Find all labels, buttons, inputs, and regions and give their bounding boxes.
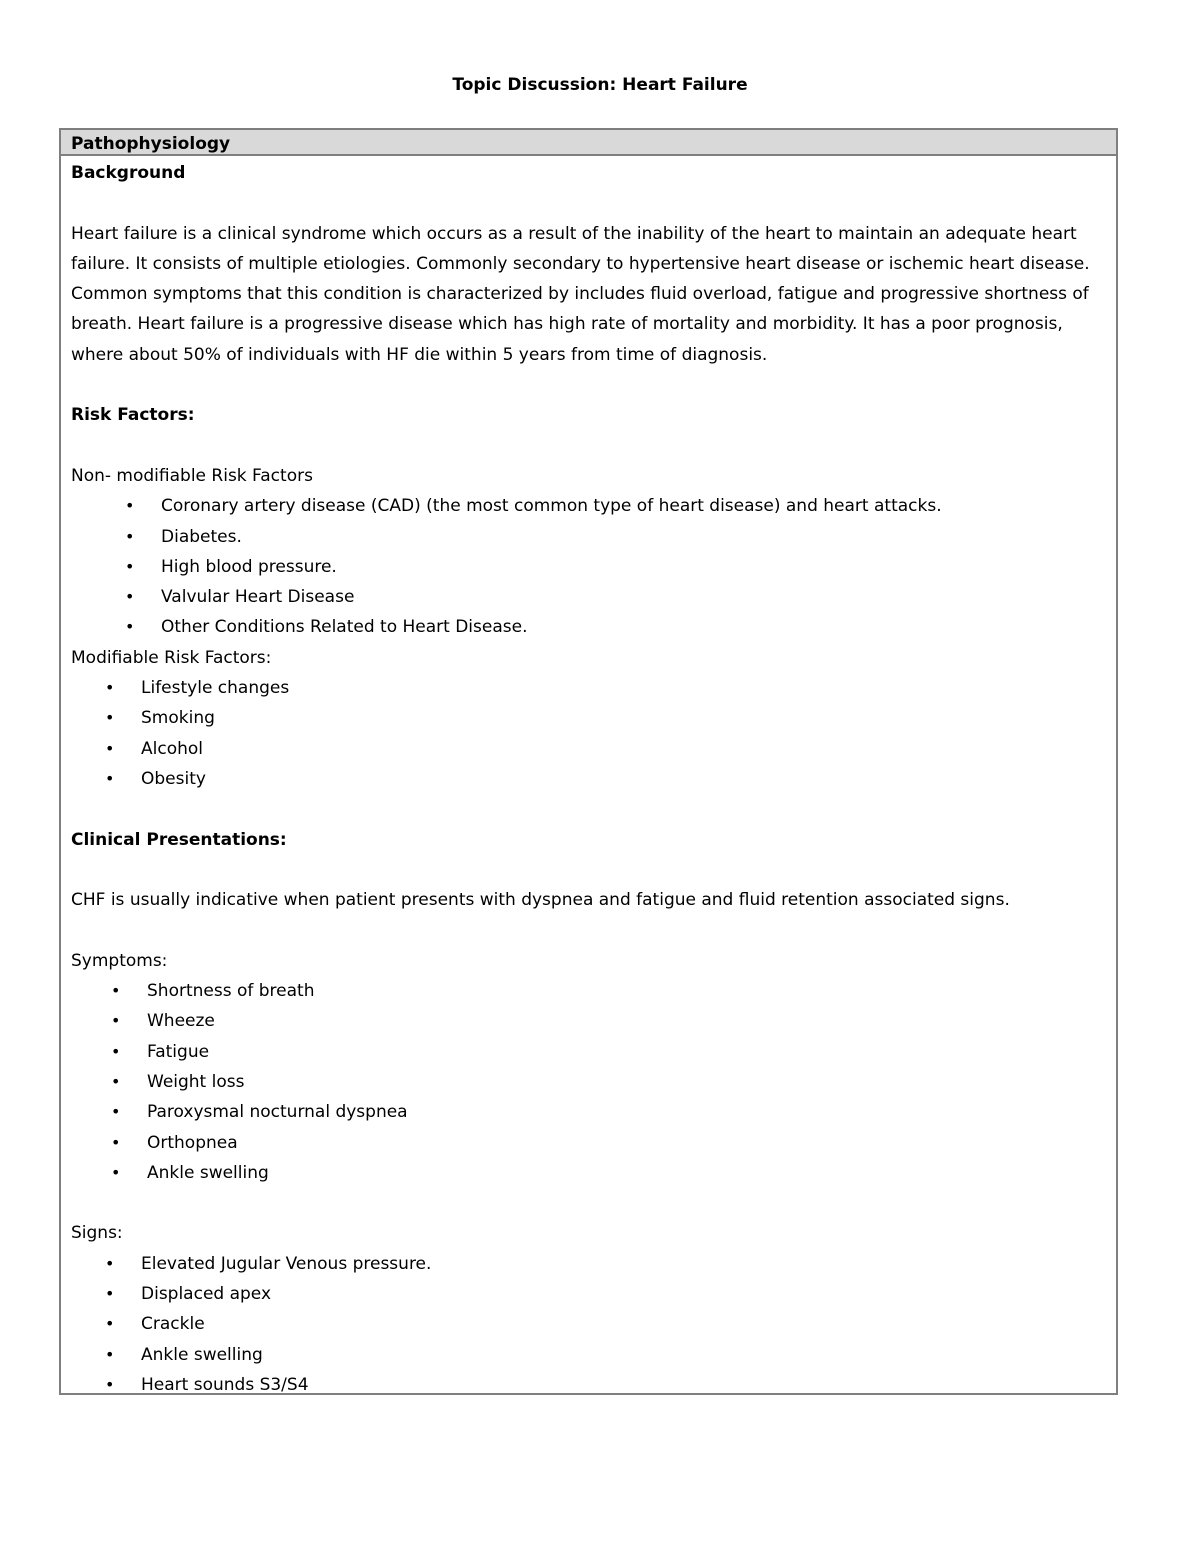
- list-item-text: High blood pressure.: [161, 556, 337, 577]
- list-item: [71, 1097, 1106, 1127]
- list-item: [71, 703, 1106, 733]
- list-item-text: Weight loss: [147, 1071, 245, 1092]
- bullet-icon: •: [105, 768, 115, 788]
- bullet-icon: •: [105, 678, 115, 698]
- list-item-text: Diabetes.: [161, 526, 242, 547]
- bullet-icon: •: [125, 526, 135, 546]
- list-item-text: Other Conditions Related to Heart Disease.: [161, 617, 528, 638]
- symptoms-label: Symptoms:: [71, 950, 168, 971]
- list-item-text: Crackle: [141, 1314, 205, 1335]
- list-item: [71, 491, 1106, 521]
- nonmodifiable-label: Non- modifiable Risk Factors: [71, 465, 313, 486]
- bullet-icon: •: [105, 738, 115, 758]
- list-item: [71, 1370, 1106, 1400]
- section-body: [61, 156, 1116, 1400]
- spacer: [71, 915, 1106, 945]
- spacer: [71, 855, 1106, 885]
- list-item-text: Wheeze: [147, 1011, 215, 1032]
- signs-label: Signs:: [71, 1223, 123, 1244]
- modifiable-label: Modifiable Risk Factors:: [71, 647, 272, 668]
- list-item-text: Orthopnea: [147, 1132, 238, 1153]
- list-item-text: Paroxysmal nocturnal dyspnea: [147, 1102, 408, 1123]
- list-item: [71, 1067, 1106, 1097]
- list-item: [71, 1037, 1106, 1067]
- list-item: [71, 764, 1106, 794]
- list-item-text: Valvular Heart Disease: [161, 587, 355, 608]
- modifiable-list: [71, 673, 1106, 794]
- bullet-icon: •: [111, 1011, 121, 1031]
- bullet-icon: •: [105, 708, 115, 728]
- bullet-icon: •: [125, 587, 135, 607]
- list-item: [71, 1006, 1106, 1036]
- list-item: [71, 976, 1106, 1006]
- spacer: [71, 1188, 1106, 1218]
- list-item: [71, 552, 1106, 582]
- bullet-icon: •: [125, 617, 135, 637]
- spacer: [71, 794, 1106, 824]
- bullet-icon: •: [111, 1071, 121, 1091]
- list-item-text: Smoking: [141, 708, 215, 729]
- list-item-text: Heart sounds S3/S4: [141, 1374, 309, 1395]
- background-paragraph: Heart failure is a clinical syndrome which occurs as a result of the inability of the heart to maintain an adequate heart failure. It consists of multiple etiologies. Commonly secondary to hypertensive heart disease or ischemic heart disease. Common symptoms that this condition is characterized by includes fluid overload, fatigue and progressive shortness of breath. Heart failure is a progressive disease which has high rate of mortality and morbidity. It has a poor prognosis, where about 50% of individuals with HF die within 5 years from time of diagnosis.: [71, 223, 1090, 365]
- background-heading: Background: [71, 163, 186, 183]
- list-item: [71, 612, 1106, 642]
- spacer: [71, 188, 1106, 218]
- nonmodifiable-list: [71, 491, 1106, 642]
- risk-factors-heading: Risk Factors:: [71, 405, 195, 426]
- symptoms-list: [71, 976, 1106, 1188]
- clinical-paragraph: CHF is usually indicative when patient presents with dyspnea and fatigue and fluid retention associated signs.: [71, 890, 1010, 911]
- section-header: Pathophysiology: [61, 130, 1116, 156]
- list-item-text: Alcohol: [141, 738, 203, 759]
- list-item-text: Fatigue: [147, 1041, 210, 1062]
- list-item-text: Ankle swelling: [147, 1162, 269, 1183]
- bullet-icon: •: [105, 1374, 115, 1394]
- bullet-icon: •: [105, 1283, 115, 1303]
- list-item-text: Coronary artery disease (CAD) (the most common type of heart disease) and heart attacks.: [161, 496, 942, 517]
- list-item: [71, 673, 1106, 703]
- list-item-text: Obesity: [141, 768, 206, 789]
- bullet-icon: •: [111, 981, 121, 1001]
- list-item: [71, 1128, 1106, 1158]
- list-item: [71, 1279, 1106, 1309]
- list-item: [71, 1158, 1106, 1188]
- bullet-icon: •: [111, 1162, 121, 1182]
- bullet-icon: •: [105, 1253, 115, 1273]
- document-title: Topic Discussion: Heart Failure: [452, 75, 748, 95]
- bullet-icon: •: [111, 1041, 121, 1061]
- spacer: [71, 370, 1106, 400]
- list-item-text: Ankle swelling: [141, 1344, 263, 1365]
- list-item: [71, 1309, 1106, 1339]
- list-item-text: Shortness of breath: [147, 981, 315, 1002]
- list-item: [71, 582, 1106, 612]
- list-item: [71, 734, 1106, 764]
- spacer: [71, 431, 1106, 461]
- list-item-text: Lifestyle changes: [141, 678, 290, 699]
- bullet-icon: •: [125, 556, 135, 576]
- list-item-text: Displaced apex: [141, 1283, 272, 1304]
- pathophysiology-table: [59, 128, 1118, 1395]
- bullet-icon: •: [111, 1132, 121, 1152]
- list-item-text: Elevated Jugular Venous pressure.: [141, 1253, 432, 1274]
- bullet-icon: •: [125, 496, 135, 516]
- list-item: [71, 1340, 1106, 1370]
- list-item: [71, 1249, 1106, 1279]
- signs-list: [71, 1249, 1106, 1400]
- list-item: [71, 522, 1106, 552]
- bullet-icon: •: [105, 1344, 115, 1364]
- clinical-presentations-heading: Clinical Presentations:: [71, 829, 287, 850]
- bullet-icon: •: [105, 1314, 115, 1334]
- bullet-icon: •: [111, 1102, 121, 1122]
